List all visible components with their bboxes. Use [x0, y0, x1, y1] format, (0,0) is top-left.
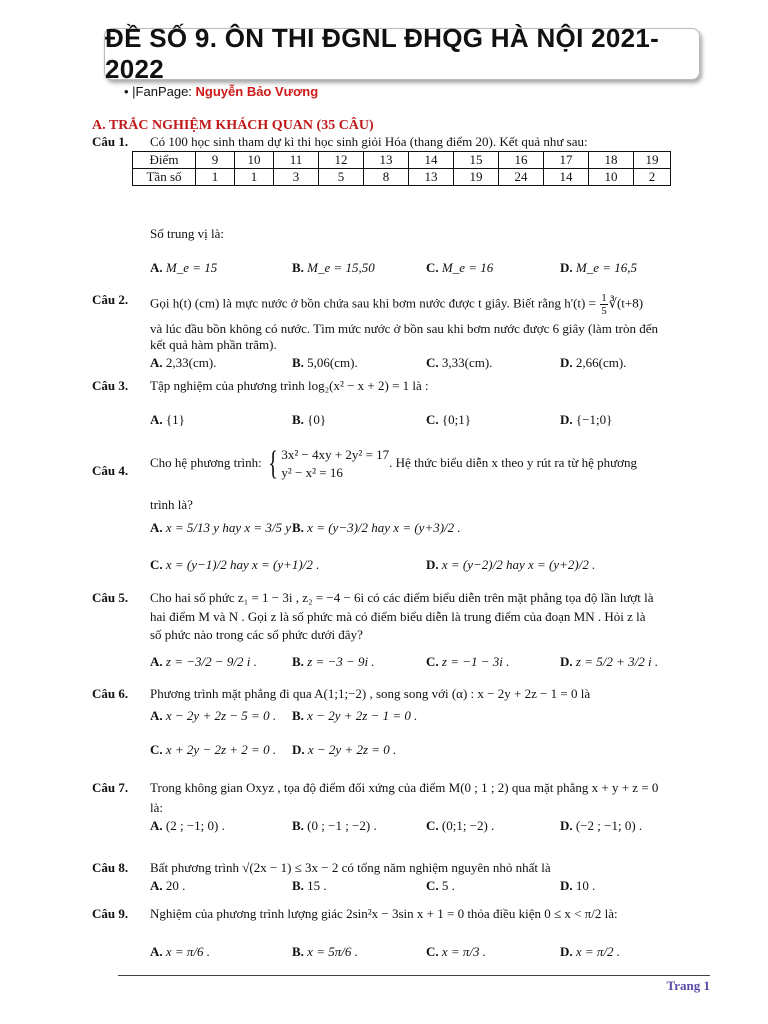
cell: 18	[589, 152, 634, 169]
q3-number: Câu 3.	[92, 378, 129, 393]
q2-option-c[interactable]: C. 3,33(cm).	[426, 355, 493, 370]
footer-divider	[118, 975, 710, 976]
q1-number: Câu 1.	[92, 134, 129, 149]
cell: 3	[274, 169, 319, 186]
q4-option-d[interactable]: D. x = (y−2)/2 hay x = (y+2)/2 .	[426, 557, 596, 572]
q8-option-a[interactable]: A. 20 .	[150, 878, 186, 893]
q9-option-d[interactable]: D. x = π/2 .	[560, 944, 621, 959]
q1-ask: Số trung vị là:	[150, 226, 225, 241]
cell: Tần số	[133, 169, 196, 186]
q5-number: Câu 5.	[92, 590, 129, 605]
q5-line2: hai điểm M và N . Gọi z là số phức mà có điểm biểu diễn là trung điểm của đoạn MN . Hỏi z là	[150, 609, 646, 624]
q7-option-b[interactable]: B. (0 ; −1 ; −2) .	[292, 818, 377, 833]
q2-option-d[interactable]: D. 2,66(cm).	[560, 355, 627, 370]
q4-option-b[interactable]: B. x = (y−3)/2 hay x = (y+3)/2 .	[292, 520, 461, 535]
q8-text: Bất phương trình √(2x − 1) ≤ 3x − 2 có tổng năm nghiệm nguyên nhỏ nhất là	[150, 860, 551, 875]
q2-line3: kết quả hàm phần trăm).	[150, 337, 277, 352]
q3-option-c[interactable]: C. {0;1}	[426, 412, 471, 427]
q3-text: Tập nghiệm của phương trình log₂(x² − x + 2) = 1 là :	[150, 378, 429, 393]
q3-option-a[interactable]: A. {1}	[150, 412, 185, 427]
q7-line2: là:	[150, 800, 163, 815]
table-row	[133, 169, 671, 186]
q6-option-c[interactable]: C. x + 2y − 2z + 2 = 0 .	[150, 742, 277, 757]
q2-option-b[interactable]: B. 5,06(cm).	[292, 355, 358, 370]
q3-option-d[interactable]: D. {−1;0}	[560, 412, 613, 427]
q6-option-b[interactable]: B. x − 2y + 2z − 1 = 0 .	[292, 708, 418, 723]
q4-line2: trình là?	[150, 497, 193, 512]
fanpage-name[interactable]: Nguyễn Bảo Vương	[195, 84, 319, 99]
cell: 24	[499, 169, 544, 186]
q9-option-b[interactable]: B. x = 5π/6 .	[292, 944, 358, 959]
cell: 1	[235, 169, 274, 186]
q7-option-d[interactable]: D. (−2 ; −1; 0) .	[560, 818, 643, 833]
q4-line1: Cho hệ phương trình: { 3x² − 4xy + 2y² = 17 y² − x² = 16 . Hệ thức biểu diễn x theo y rút ra từ hệ phương	[150, 445, 638, 482]
q4-number: Câu 4.	[92, 463, 129, 478]
cell: 17	[544, 152, 589, 169]
q3-option-b[interactable]: B. {0}	[292, 412, 327, 427]
cell: 12	[319, 152, 364, 169]
section-heading: A. TRẮC NGHIỆM KHÁCH QUAN (35 CÂU)	[92, 118, 374, 133]
cell: 14	[544, 169, 589, 186]
q7-option-a[interactable]: A. (2 ; −1; 0) .	[150, 818, 225, 833]
brace-icon: {	[268, 445, 279, 482]
page-number: Trang 1	[666, 978, 710, 993]
q4-option-c[interactable]: C. x = (y−1)/2 hay x = (y+1)/2 .	[150, 557, 320, 572]
q8-option-c[interactable]: C. 5 .	[426, 878, 455, 893]
page-title: ĐỀ SỐ 9. ÔN THI ĐGNL ĐHQG HÀ NỘI 2021-2022	[105, 23, 660, 84]
cell: 11	[274, 152, 319, 169]
cell: 10	[235, 152, 274, 169]
q8-option-b[interactable]: B. 15 .	[292, 878, 327, 893]
fanpage-line: • |FanPage: Nguyễn Bảo Vương	[124, 84, 319, 99]
cell: 5	[319, 169, 364, 186]
cell: 9	[196, 152, 235, 169]
q7-option-c[interactable]: C. (0;1; −2) .	[426, 818, 495, 833]
table-row	[133, 152, 671, 169]
q2-line1: Gọi h(t) (cm) là mực nước ở bồn chứa sau khi bơm nước được t giây. Biết rằng h'(t) = $\frac{1}{5}$ ∛(t+8)	[150, 292, 644, 317]
q9-option-c[interactable]: C. x = π/3 .	[426, 944, 487, 959]
cell: 8	[364, 169, 409, 186]
q5-option-d[interactable]: D. z = 5/2 + 3/2 i .	[560, 654, 659, 669]
fraction: $\frac{1}{5}$	[601, 292, 607, 317]
q5-line3: số phức nào trong các số phức dưới đây?	[150, 627, 363, 642]
q5-line1: Cho hai số phức z₁ = 1 − 3i , z₂ = −4 − 6i có các điểm biểu diễn trên mặt phẳng tọa độ lần lượt là	[150, 590, 654, 605]
q7-text: Trong không gian Oxyz , tọa độ điểm đối xứng của điểm M(0 ; 1 ; 2) qua mặt phẳng x + y + z = 0	[150, 780, 659, 795]
q1-text: Có 100 học sinh tham dự kì thi học sinh giỏi Hóa (thang điểm 20). Kết quả như sau:	[150, 134, 588, 149]
cell: 13	[409, 169, 454, 186]
q4-option-a[interactable]: A. x = 5/13 y hay x = 3/5 y	[150, 520, 292, 535]
q9-text: Nghiệm của phương trình lượng giác 2sin²x − 3sin x + 1 = 0 thỏa điều kiện 0 ≤ x < π/2 là:	[150, 906, 618, 921]
q9-number: Câu 9.	[92, 906, 129, 921]
cell: 16	[499, 152, 544, 169]
q6-option-d[interactable]: D. x − 2y + 2z = 0 .	[292, 742, 397, 757]
cell: Điểm	[133, 152, 196, 169]
q1-option-d[interactable]: D. M_e = 16,5	[560, 260, 638, 275]
q1-option-c[interactable]: C. M_e = 16	[426, 260, 494, 275]
q5-option-c[interactable]: C. z = −1 − 3i .	[426, 654, 510, 669]
q2-line2: và lúc đầu bồn không có nước. Tìm mức nước ở bồn sau khi bơm nước được 6 giây (làm tròn đến	[150, 321, 659, 336]
cell: 19	[634, 152, 671, 169]
cell: 2	[634, 169, 671, 186]
q5-option-a[interactable]: A. z = −3/2 − 9/2 i .	[150, 654, 257, 669]
cell: 19	[454, 169, 499, 186]
q2-option-a[interactable]: A. 2,33(cm).	[150, 355, 217, 370]
score-table	[132, 151, 671, 186]
q8-option-d[interactable]: D. 10 .	[560, 878, 596, 893]
q9-option-a[interactable]: A. x = π/6 .	[150, 944, 211, 959]
q6-number: Câu 6.	[92, 686, 129, 701]
q6-text: Phương trình mặt phẳng đi qua A(1;1;−2) , song song với (α) : x − 2y + 2z − 1 = 0 là	[150, 686, 591, 701]
cell: 1	[196, 169, 235, 186]
q5-option-b[interactable]: B. z = −3 − 9i .	[292, 654, 375, 669]
cell: 14	[409, 152, 454, 169]
q1-option-b[interactable]: B. M_e = 15,50	[292, 260, 375, 275]
q1-option-a[interactable]: A. M_e = 15	[150, 260, 218, 275]
q2-number: Câu 2.	[92, 292, 129, 307]
q8-number: Câu 8.	[92, 860, 129, 875]
cell: 13	[364, 152, 409, 169]
title-box	[104, 23, 700, 84]
equation-system: 3x² − 4xy + 2y² = 17 y² − x² = 16	[281, 447, 390, 480]
cell: 15	[454, 152, 499, 169]
q7-number: Câu 7.	[92, 780, 129, 795]
cell: 10	[589, 169, 634, 186]
q6-option-a[interactable]: A. x − 2y + 2z − 5 = 0 .	[150, 708, 277, 723]
